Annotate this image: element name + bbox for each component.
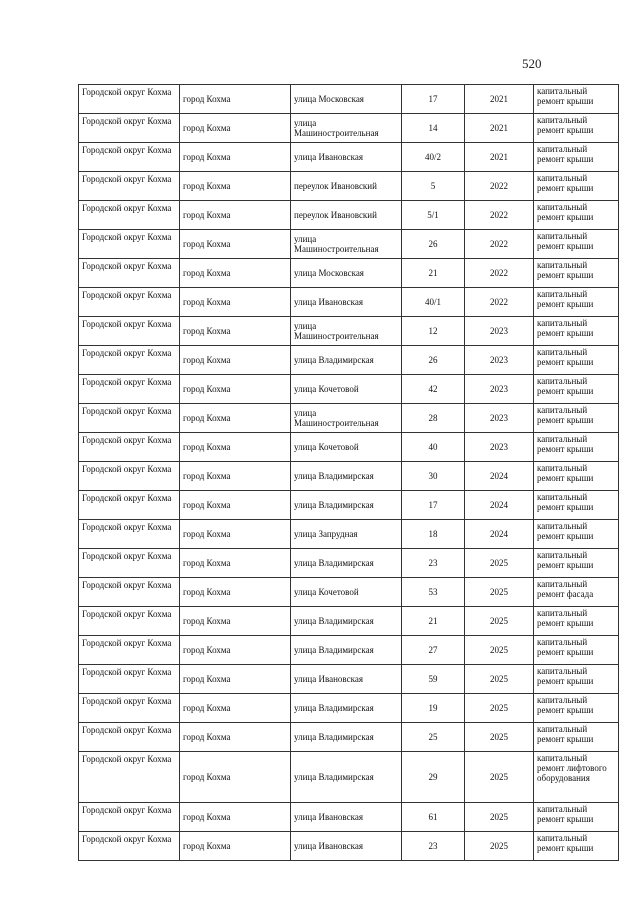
city-cell: город Кохма <box>180 114 291 143</box>
district-cell: Городской округ Кохма <box>79 346 180 375</box>
city-cell: город Кохма <box>180 404 291 433</box>
work-type-cell: капитальный ремонт крыши <box>534 491 619 520</box>
district-cell: Городской округ Кохма <box>79 723 180 752</box>
street-cell: переулок Ивановский <box>291 201 402 230</box>
table-row <box>79 143 619 172</box>
work-type-cell: капитальный ремонт крыши <box>534 114 619 143</box>
city-cell: город Кохма <box>180 752 291 803</box>
house-number-cell: 40 <box>402 433 465 462</box>
street-cell: улица Владимирская <box>291 462 402 491</box>
street-cell: улица Владимирская <box>291 636 402 665</box>
year-cell: 2025 <box>465 752 534 803</box>
city-cell: город Кохма <box>180 201 291 230</box>
table-row <box>79 114 619 143</box>
street-cell: улица Кочетовой <box>291 578 402 607</box>
table-row <box>79 201 619 230</box>
table-row <box>79 433 619 462</box>
street-cell: улица Ивановская <box>291 665 402 694</box>
work-type-cell: капитальный ремонт крыши <box>534 665 619 694</box>
house-number-cell: 42 <box>402 375 465 404</box>
table-row <box>79 607 619 636</box>
table-row <box>79 578 619 607</box>
housing-repair-table <box>78 84 619 861</box>
street-cell: улица Владимирская <box>291 607 402 636</box>
city-cell: город Кохма <box>180 85 291 114</box>
city-cell: город Кохма <box>180 491 291 520</box>
house-number-cell: 23 <box>402 832 465 861</box>
year-cell: 2025 <box>465 803 534 832</box>
district-cell: Городской округ Кохма <box>79 114 180 143</box>
house-number-cell: 18 <box>402 520 465 549</box>
table-row <box>79 259 619 288</box>
district-cell: Городской округ Кохма <box>79 520 180 549</box>
city-cell: город Кохма <box>180 723 291 752</box>
house-number-cell: 21 <box>402 607 465 636</box>
table-row <box>79 665 619 694</box>
street-cell: улица Владимирская <box>291 723 402 752</box>
city-cell: город Кохма <box>180 317 291 346</box>
table-row <box>79 636 619 665</box>
street-cell: улица Машиностроительная <box>291 114 402 143</box>
house-number-cell: 25 <box>402 723 465 752</box>
district-cell: Городской округ Кохма <box>79 491 180 520</box>
street-cell: улица Владимирская <box>291 346 402 375</box>
year-cell: 2022 <box>465 201 534 230</box>
work-type-cell: капитальный ремонт крыши <box>534 317 619 346</box>
table-row <box>79 346 619 375</box>
work-type-cell: капитальный ремонт крыши <box>534 832 619 861</box>
work-type-cell: капитальный ремонт крыши <box>534 201 619 230</box>
work-type-cell: капитальный ремонт крыши <box>534 375 619 404</box>
district-cell: Городской округ Кохма <box>79 375 180 404</box>
table-row <box>79 462 619 491</box>
table-row <box>79 404 619 433</box>
house-number-cell: 17 <box>402 85 465 114</box>
house-number-cell: 61 <box>402 803 465 832</box>
table-row <box>79 491 619 520</box>
street-cell: улица Ивановская <box>291 832 402 861</box>
district-cell: Городской округ Кохма <box>79 832 180 861</box>
house-number-cell: 21 <box>402 259 465 288</box>
table-row <box>79 230 619 259</box>
work-type-cell: капитальный ремонт крыши <box>534 520 619 549</box>
house-number-cell: 53 <box>402 578 465 607</box>
city-cell: город Кохма <box>180 433 291 462</box>
district-cell: Городской округ Кохма <box>79 694 180 723</box>
district-cell: Городской округ Кохма <box>79 433 180 462</box>
city-cell: город Кохма <box>180 665 291 694</box>
city-cell: город Кохма <box>180 230 291 259</box>
work-type-cell: капитальный ремонт крыши <box>534 143 619 172</box>
house-number-cell: 40/2 <box>402 143 465 172</box>
work-type-cell: капитальный ремонт крыши <box>534 636 619 665</box>
year-cell: 2025 <box>465 694 534 723</box>
house-number-cell: 5/1 <box>402 201 465 230</box>
table-row <box>79 832 619 861</box>
street-cell: улица Владимирская <box>291 694 402 723</box>
year-cell: 2021 <box>465 85 534 114</box>
year-cell: 2023 <box>465 346 534 375</box>
house-number-cell: 26 <box>402 230 465 259</box>
work-type-cell: капитальный ремонт фасада <box>534 578 619 607</box>
year-cell: 2023 <box>465 404 534 433</box>
table-row <box>79 694 619 723</box>
district-cell: Городской округ Кохма <box>79 636 180 665</box>
street-cell: улица Машиностроительная <box>291 317 402 346</box>
year-cell: 2023 <box>465 375 534 404</box>
city-cell: город Кохма <box>180 520 291 549</box>
house-number-cell: 19 <box>402 694 465 723</box>
district-cell: Городской округ Кохма <box>79 404 180 433</box>
table-row <box>79 172 619 201</box>
street-cell: улица Кочетовой <box>291 375 402 404</box>
table-row <box>79 375 619 404</box>
table-row <box>79 752 619 803</box>
work-type-cell: капитальный ремонт крыши <box>534 288 619 317</box>
year-cell: 2023 <box>465 317 534 346</box>
street-cell: улица Московская <box>291 259 402 288</box>
table-row <box>79 803 619 832</box>
work-type-cell: капитальный ремонт крыши <box>534 172 619 201</box>
table-row <box>79 317 619 346</box>
house-number-cell: 29 <box>402 752 465 803</box>
year-cell: 2021 <box>465 114 534 143</box>
district-cell: Городской округ Кохма <box>79 462 180 491</box>
district-cell: Городской округ Кохма <box>79 665 180 694</box>
house-number-cell: 40/1 <box>402 288 465 317</box>
year-cell: 2025 <box>465 607 534 636</box>
street-cell: улица Машиностроительная <box>291 230 402 259</box>
work-type-cell: капитальный ремонт крыши <box>534 259 619 288</box>
city-cell: город Кохма <box>180 803 291 832</box>
district-cell: Городской округ Кохма <box>79 288 180 317</box>
district-cell: Городской округ Кохма <box>79 578 180 607</box>
year-cell: 2025 <box>465 665 534 694</box>
city-cell: город Кохма <box>180 578 291 607</box>
work-type-cell: капитальный ремонт крыши <box>534 607 619 636</box>
work-type-cell: капитальный ремонт крыши <box>534 803 619 832</box>
house-number-cell: 27 <box>402 636 465 665</box>
table-row <box>79 520 619 549</box>
year-cell: 2025 <box>465 832 534 861</box>
year-cell: 2024 <box>465 462 534 491</box>
year-cell: 2022 <box>465 172 534 201</box>
street-cell: улица Кочетовой <box>291 433 402 462</box>
year-cell: 2025 <box>465 723 534 752</box>
house-number-cell: 12 <box>402 317 465 346</box>
city-cell: город Кохма <box>180 288 291 317</box>
district-cell: Городской округ Кохма <box>79 317 180 346</box>
district-cell: Городской округ Кохма <box>79 85 180 114</box>
house-number-cell: 14 <box>402 114 465 143</box>
table-row <box>79 288 619 317</box>
house-number-cell: 28 <box>402 404 465 433</box>
city-cell: город Кохма <box>180 143 291 172</box>
year-cell: 2025 <box>465 549 534 578</box>
street-cell: улица Ивановская <box>291 803 402 832</box>
house-number-cell: 17 <box>402 491 465 520</box>
year-cell: 2025 <box>465 578 534 607</box>
street-cell: улица Запрудная <box>291 520 402 549</box>
district-cell: Городской округ Кохма <box>79 201 180 230</box>
work-type-cell: капитальный ремонт лифтового оборудования <box>534 752 619 803</box>
year-cell: 2022 <box>465 288 534 317</box>
city-cell: город Кохма <box>180 832 291 861</box>
house-number-cell: 30 <box>402 462 465 491</box>
city-cell: город Кохма <box>180 259 291 288</box>
year-cell: 2024 <box>465 520 534 549</box>
house-number-cell: 26 <box>402 346 465 375</box>
city-cell: город Кохма <box>180 636 291 665</box>
house-number-cell: 5 <box>402 172 465 201</box>
work-type-cell: капитальный ремонт крыши <box>534 723 619 752</box>
street-cell: улица Московская <box>291 85 402 114</box>
house-number-cell: 59 <box>402 665 465 694</box>
district-cell: Городской округ Кохма <box>79 549 180 578</box>
street-cell: улица Машиностроительная <box>291 404 402 433</box>
house-number-cell: 23 <box>402 549 465 578</box>
work-type-cell: капитальный ремонт крыши <box>534 230 619 259</box>
city-cell: город Кохма <box>180 375 291 404</box>
street-cell: улица Ивановская <box>291 288 402 317</box>
table-row <box>79 723 619 752</box>
year-cell: 2024 <box>465 491 534 520</box>
street-cell: улица Владимирская <box>291 491 402 520</box>
year-cell: 2021 <box>465 143 534 172</box>
year-cell: 2022 <box>465 259 534 288</box>
work-type-cell: капитальный ремонт крыши <box>534 549 619 578</box>
year-cell: 2023 <box>465 433 534 462</box>
street-cell: улица Владимирская <box>291 752 402 803</box>
work-type-cell: капитальный ремонт крыши <box>534 85 619 114</box>
district-cell: Городской округ Кохма <box>79 172 180 201</box>
district-cell: Городской округ Кохма <box>79 259 180 288</box>
street-cell: улица Ивановская <box>291 143 402 172</box>
street-cell: улица Владимирская <box>291 549 402 578</box>
work-type-cell: капитальный ремонт крыши <box>534 433 619 462</box>
district-cell: Городской округ Кохма <box>79 607 180 636</box>
table-row <box>79 85 619 114</box>
work-type-cell: капитальный ремонт крыши <box>534 346 619 375</box>
work-type-cell: капитальный ремонт крыши <box>534 462 619 491</box>
district-cell: Городской округ Кохма <box>79 803 180 832</box>
city-cell: город Кохма <box>180 346 291 375</box>
table-row <box>79 549 619 578</box>
page-number: 520 <box>522 56 542 71</box>
street-cell: переулок Ивановский <box>291 172 402 201</box>
district-cell: Городской округ Кохма <box>79 143 180 172</box>
city-cell: город Кохма <box>180 462 291 491</box>
year-cell: 2025 <box>465 636 534 665</box>
work-type-cell: капитальный ремонт крыши <box>534 694 619 723</box>
year-cell: 2022 <box>465 230 534 259</box>
city-cell: город Кохма <box>180 172 291 201</box>
district-cell: Городской округ Кохма <box>79 230 180 259</box>
district-cell: Городской округ Кохма <box>79 752 180 803</box>
work-type-cell: капитальный ремонт крыши <box>534 404 619 433</box>
city-cell: город Кохма <box>180 694 291 723</box>
city-cell: город Кохма <box>180 549 291 578</box>
table-body <box>79 85 619 861</box>
city-cell: город Кохма <box>180 607 291 636</box>
